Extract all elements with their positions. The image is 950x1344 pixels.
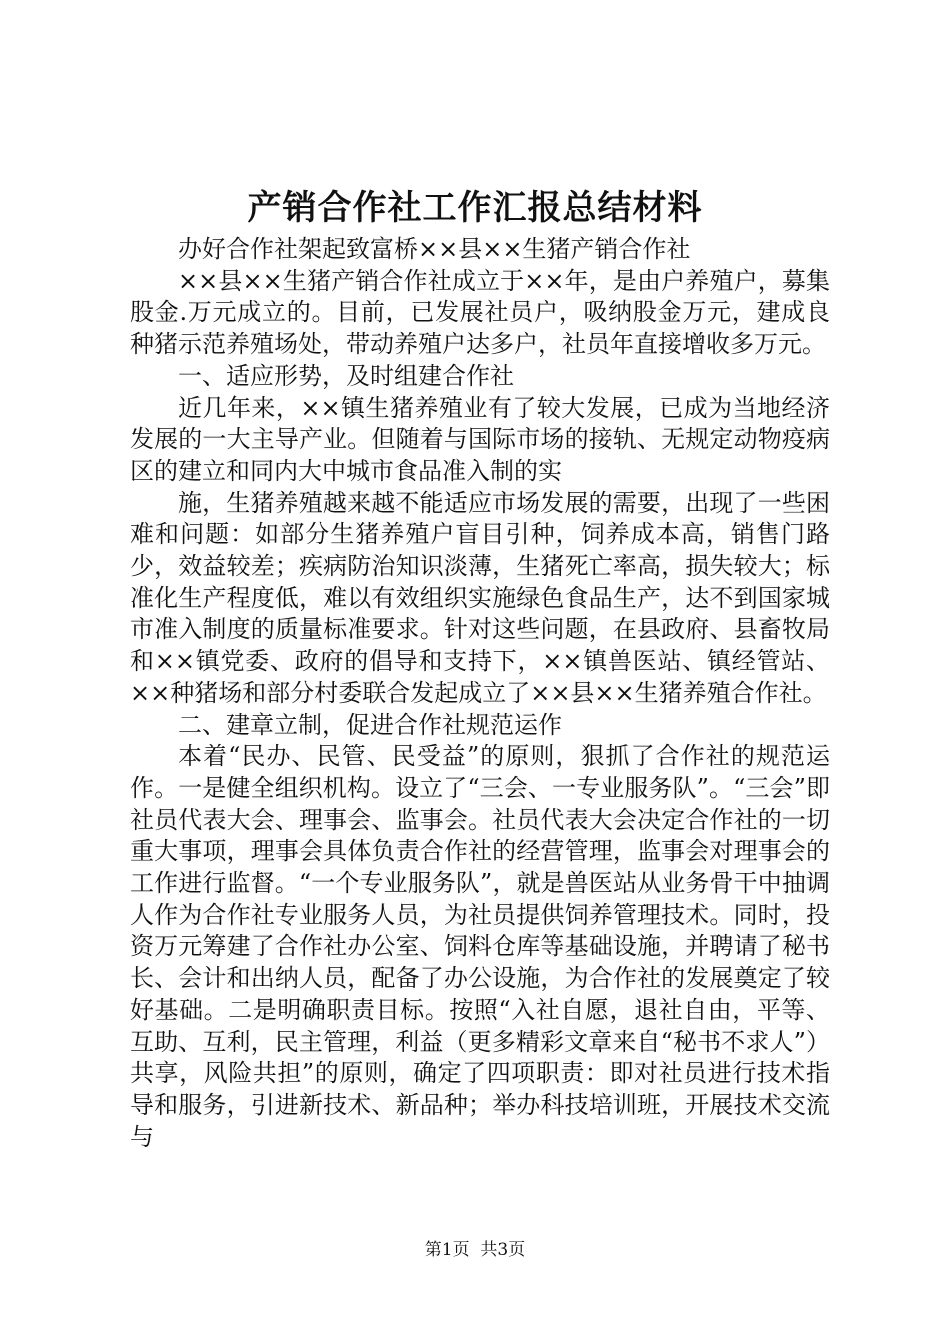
footer-separator (470, 1240, 481, 1260)
section-heading-1: 一、适应形势，及时组建合作社 (178, 361, 514, 390)
paragraph-intro: ××县××生猪产销合作社成立于××年，是由户养殖户，募集股金.万元成立的。目前，已发展社员户，吸纳股金万元，建成良种猪示范养殖场处，带动养殖户达多户，社员年直接增收多万元。 (130, 266, 830, 359)
document-title: 产销合作社工作汇报总结材料 (247, 188, 703, 228)
paragraph-background: 近几年来，××镇生猪养殖业有了较大发展，已成为当地经济发展的一大主导产业。但随着与国际市场的接轨、无规定动物疫病区的建立和同内大中城市食品准入制的实 (130, 393, 830, 485)
page-footer (0, 1238, 950, 1262)
page-number: 第1页 (424, 1240, 470, 1260)
document-body (130, 234, 830, 1153)
paragraph-operation: 本着“民办、民管、民受益”的原则，狠抓了合作社的规范运作。一是健全组织机构。设立了“三会、一专业服务队”。“三会”即社员代表大会、理事会、监事会。社员代表大会决定合作社的一切重大事项，理事会具体负责合作社的经营管理，监事会对理事会的工作进行监督。“一个专业服务队”，就是兽医站从业务骨干中抽调人作为合作社专业服务人员，为社员提供饲养管理技术。同时，投资万元筹建了合作社办公室、饲料仓库等基础设施，并聘请了秘书长、会计和出纳人员，配备了办公设施，为合作社的发展奠定了较好基础。二是明确职责目标。按照“入社自愿，退社自由，平等、互助、互利，民主管理，利益（更多精彩文章来自“秘书不求人”）共享，风险共担”的原则，确定了四项职责：即对社员进行技术指导和服务，引进新技术、新品种；举办科技培训班，开展技术交流与 (130, 742, 830, 1151)
paragraph-problems: 施，生猪养殖越来越不能适应市场发展的需要，出现了一些困难和问题：如部分生猪养殖户盲目引种，饲养成本高，销售门路少，效益较差；疾病防治知识淡薄，生猪死亡率高，损失较大；标准化生产程度低，难以有效组织实施绿色食品生产，达不到国家城市准入制度的质量标准要求。针对这些问题，在县政府、县畜牧局和××镇党委、政府的倡导和支持下，××镇兽医站、镇经管站、××种猪场和部分村委联合发起成立了××县××生猪养殖合作社。 (130, 488, 830, 707)
section-heading-2: 二、建章立制，促进合作社规范运作 (178, 710, 562, 739)
page-total: 共3页 (480, 1240, 526, 1260)
paragraph-subtitle: 办好合作社架起致富桥××县××生猪产销合作社 (178, 235, 691, 263)
